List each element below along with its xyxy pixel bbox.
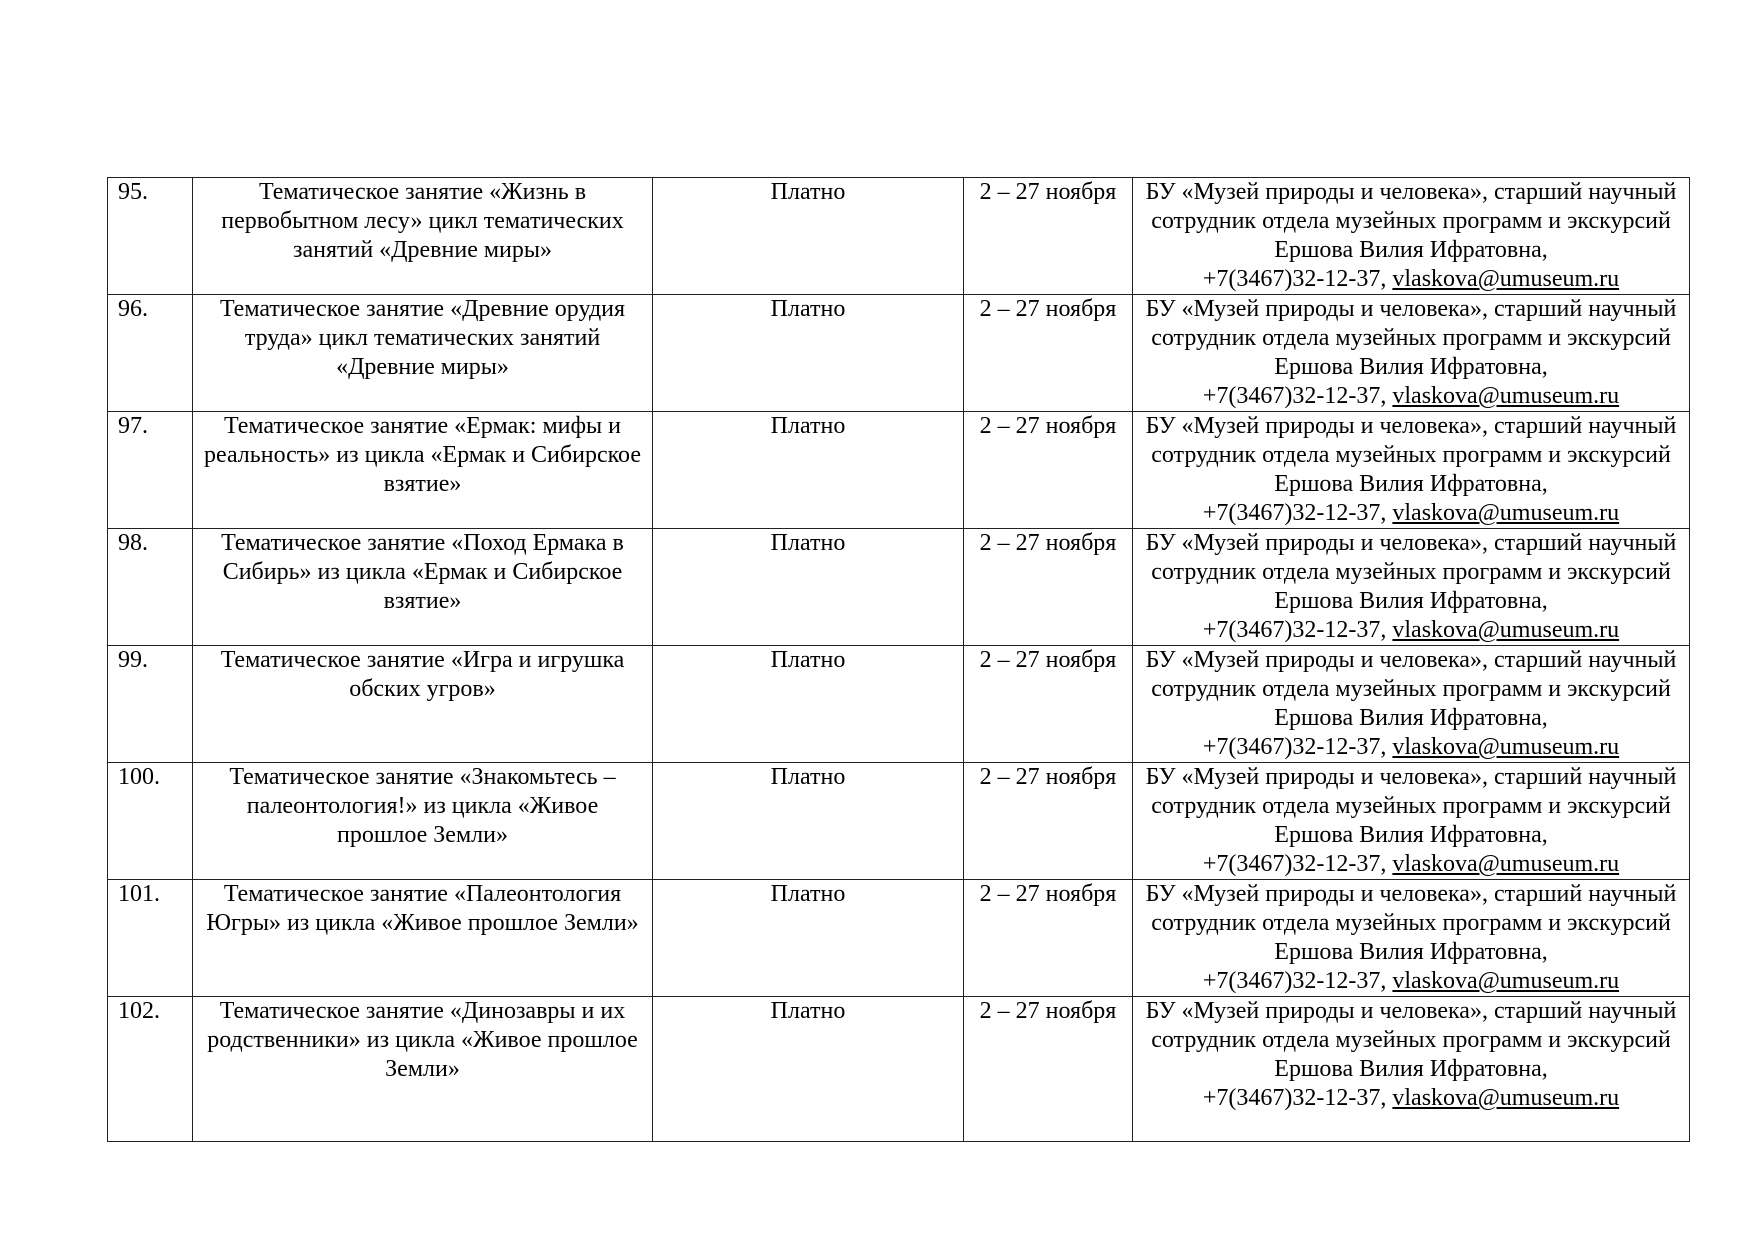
event-title: Тематическое занятие «Игра и игрушка обских угров» xyxy=(193,646,653,763)
organizer-text: БУ «Музей природы и человека», старший научный сотрудник отдела музейных программ и экскурсий Ершова Вилия Ифратовна, xyxy=(1145,764,1677,848)
organizer-text: БУ «Музей природы и человека», старший научный сотрудник отдела музейных программ и экскурсий Ершова Вилия Ифратовна, xyxy=(1145,881,1677,965)
event-dates: 2 – 27 ноября xyxy=(964,763,1133,880)
organizer-text: БУ «Музей природы и человека», старший научный сотрудник отдела музейных программ и экскурсий Ершова Вилия Ифратовна, xyxy=(1145,413,1677,497)
event-title: Тематическое занятие «Динозавры и их родственники» из цикла «Живое прошлое Земли» xyxy=(193,997,653,1142)
organizer-cell xyxy=(1133,295,1690,412)
table-row xyxy=(108,997,1690,1142)
payment-status: Платно xyxy=(653,412,964,529)
organizer-text: БУ «Музей природы и человека», старший научный сотрудник отдела музейных программ и экскурсий Ершова Вилия Ифратовна, xyxy=(1145,179,1677,263)
organizer-text: БУ «Музей природы и человека», старший научный сотрудник отдела музейных программ и экскурсий Ершова Вилия Ифратовна, xyxy=(1145,296,1677,380)
organizer-cell xyxy=(1133,763,1690,880)
events-table-body xyxy=(108,178,1690,1142)
organizer-phone: +7(3467)32-12-37, xyxy=(1202,266,1387,292)
organizer-phone: +7(3467)32-12-37, xyxy=(1202,500,1387,526)
organizer-text: БУ «Музей природы и человека», старший научный сотрудник отдела музейных программ и экскурсий Ершова Вилия Ифратовна, xyxy=(1145,530,1677,614)
organizer-email-link[interactable]: vlaskova@umuseum.ru xyxy=(1392,1085,1620,1111)
row-number: 97. xyxy=(108,412,193,529)
row-number: 101. xyxy=(108,880,193,997)
event-title: Тематическое занятие «Поход Ермака в Сибирь» из цикла «Ермак и Сибирское взятие» xyxy=(193,529,653,646)
event-title: Тематическое занятие «Жизнь в первобытном лесу» цикл тематических занятий «Древние миры» xyxy=(193,178,653,295)
payment-status: Платно xyxy=(653,295,964,412)
organizer-cell xyxy=(1133,412,1690,529)
event-title: Тематическое занятие «Ермак: мифы и реальность» из цикла «Ермак и Сибирское взятие» xyxy=(193,412,653,529)
organizer-text: БУ «Музей природы и человека», старший научный сотрудник отдела музейных программ и экскурсий Ершова Вилия Ифратовна, xyxy=(1145,998,1677,1082)
event-dates: 2 – 27 ноября xyxy=(964,412,1133,529)
organizer-email-link[interactable]: vlaskova@umuseum.ru xyxy=(1392,383,1620,409)
organizer-email-link[interactable]: vlaskova@umuseum.ru xyxy=(1392,617,1620,643)
event-dates: 2 – 27 ноября xyxy=(964,880,1133,997)
row-number: 95. xyxy=(108,178,193,295)
payment-status: Платно xyxy=(653,880,964,997)
row-number: 99. xyxy=(108,646,193,763)
payment-status: Платно xyxy=(653,763,964,880)
organizer-text: БУ «Музей природы и человека», старший научный сотрудник отдела музейных программ и экскурсий Ершова Вилия Ифратовна, xyxy=(1145,647,1677,731)
organizer-phone: +7(3467)32-12-37, xyxy=(1202,968,1387,994)
event-title: Тематическое занятие «Знакомьтесь – палеонтология!» из цикла «Живое прошлое Земли» xyxy=(193,763,653,880)
organizer-email-link[interactable]: vlaskova@umuseum.ru xyxy=(1392,851,1620,877)
event-dates: 2 – 27 ноября xyxy=(964,178,1133,295)
events-table xyxy=(107,177,1690,1142)
organizer-email-link[interactable]: vlaskova@umuseum.ru xyxy=(1392,734,1620,760)
event-dates: 2 – 27 ноября xyxy=(964,997,1133,1142)
table-row xyxy=(108,880,1690,997)
table-row xyxy=(108,529,1690,646)
organizer-cell xyxy=(1133,997,1690,1142)
organizer-phone: +7(3467)32-12-37, xyxy=(1202,851,1387,877)
organizer-email-link[interactable]: vlaskova@umuseum.ru xyxy=(1392,968,1620,994)
event-dates: 2 – 27 ноября xyxy=(964,529,1133,646)
event-dates: 2 – 27 ноября xyxy=(964,295,1133,412)
event-title: Тематическое занятие «Палеонтология Югры» из цикла «Живое прошлое Земли» xyxy=(193,880,653,997)
table-row xyxy=(108,295,1690,412)
organizer-cell xyxy=(1133,529,1690,646)
organizer-cell xyxy=(1133,880,1690,997)
table-row xyxy=(108,646,1690,763)
payment-status: Платно xyxy=(653,529,964,646)
event-title: Тематическое занятие «Древние орудия труда» цикл тематических занятий «Древние миры» xyxy=(193,295,653,412)
organizer-cell xyxy=(1133,646,1690,763)
row-number: 102. xyxy=(108,997,193,1142)
table-row xyxy=(108,178,1690,295)
organizer-phone: +7(3467)32-12-37, xyxy=(1202,734,1387,760)
event-dates: 2 – 27 ноября xyxy=(964,646,1133,763)
payment-status: Платно xyxy=(653,646,964,763)
row-number: 98. xyxy=(108,529,193,646)
payment-status: Платно xyxy=(653,997,964,1142)
organizer-email-link[interactable]: vlaskova@umuseum.ru xyxy=(1392,266,1620,292)
payment-status: Платно xyxy=(653,178,964,295)
row-number: 100. xyxy=(108,763,193,880)
table-row xyxy=(108,412,1690,529)
organizer-email-link[interactable]: vlaskova@umuseum.ru xyxy=(1392,500,1620,526)
organizer-phone: +7(3467)32-12-37, xyxy=(1202,383,1387,409)
organizer-phone: +7(3467)32-12-37, xyxy=(1202,617,1387,643)
row-number: 96. xyxy=(108,295,193,412)
organizer-cell xyxy=(1133,178,1690,295)
table-row xyxy=(108,763,1690,880)
organizer-phone: +7(3467)32-12-37, xyxy=(1202,1085,1387,1111)
